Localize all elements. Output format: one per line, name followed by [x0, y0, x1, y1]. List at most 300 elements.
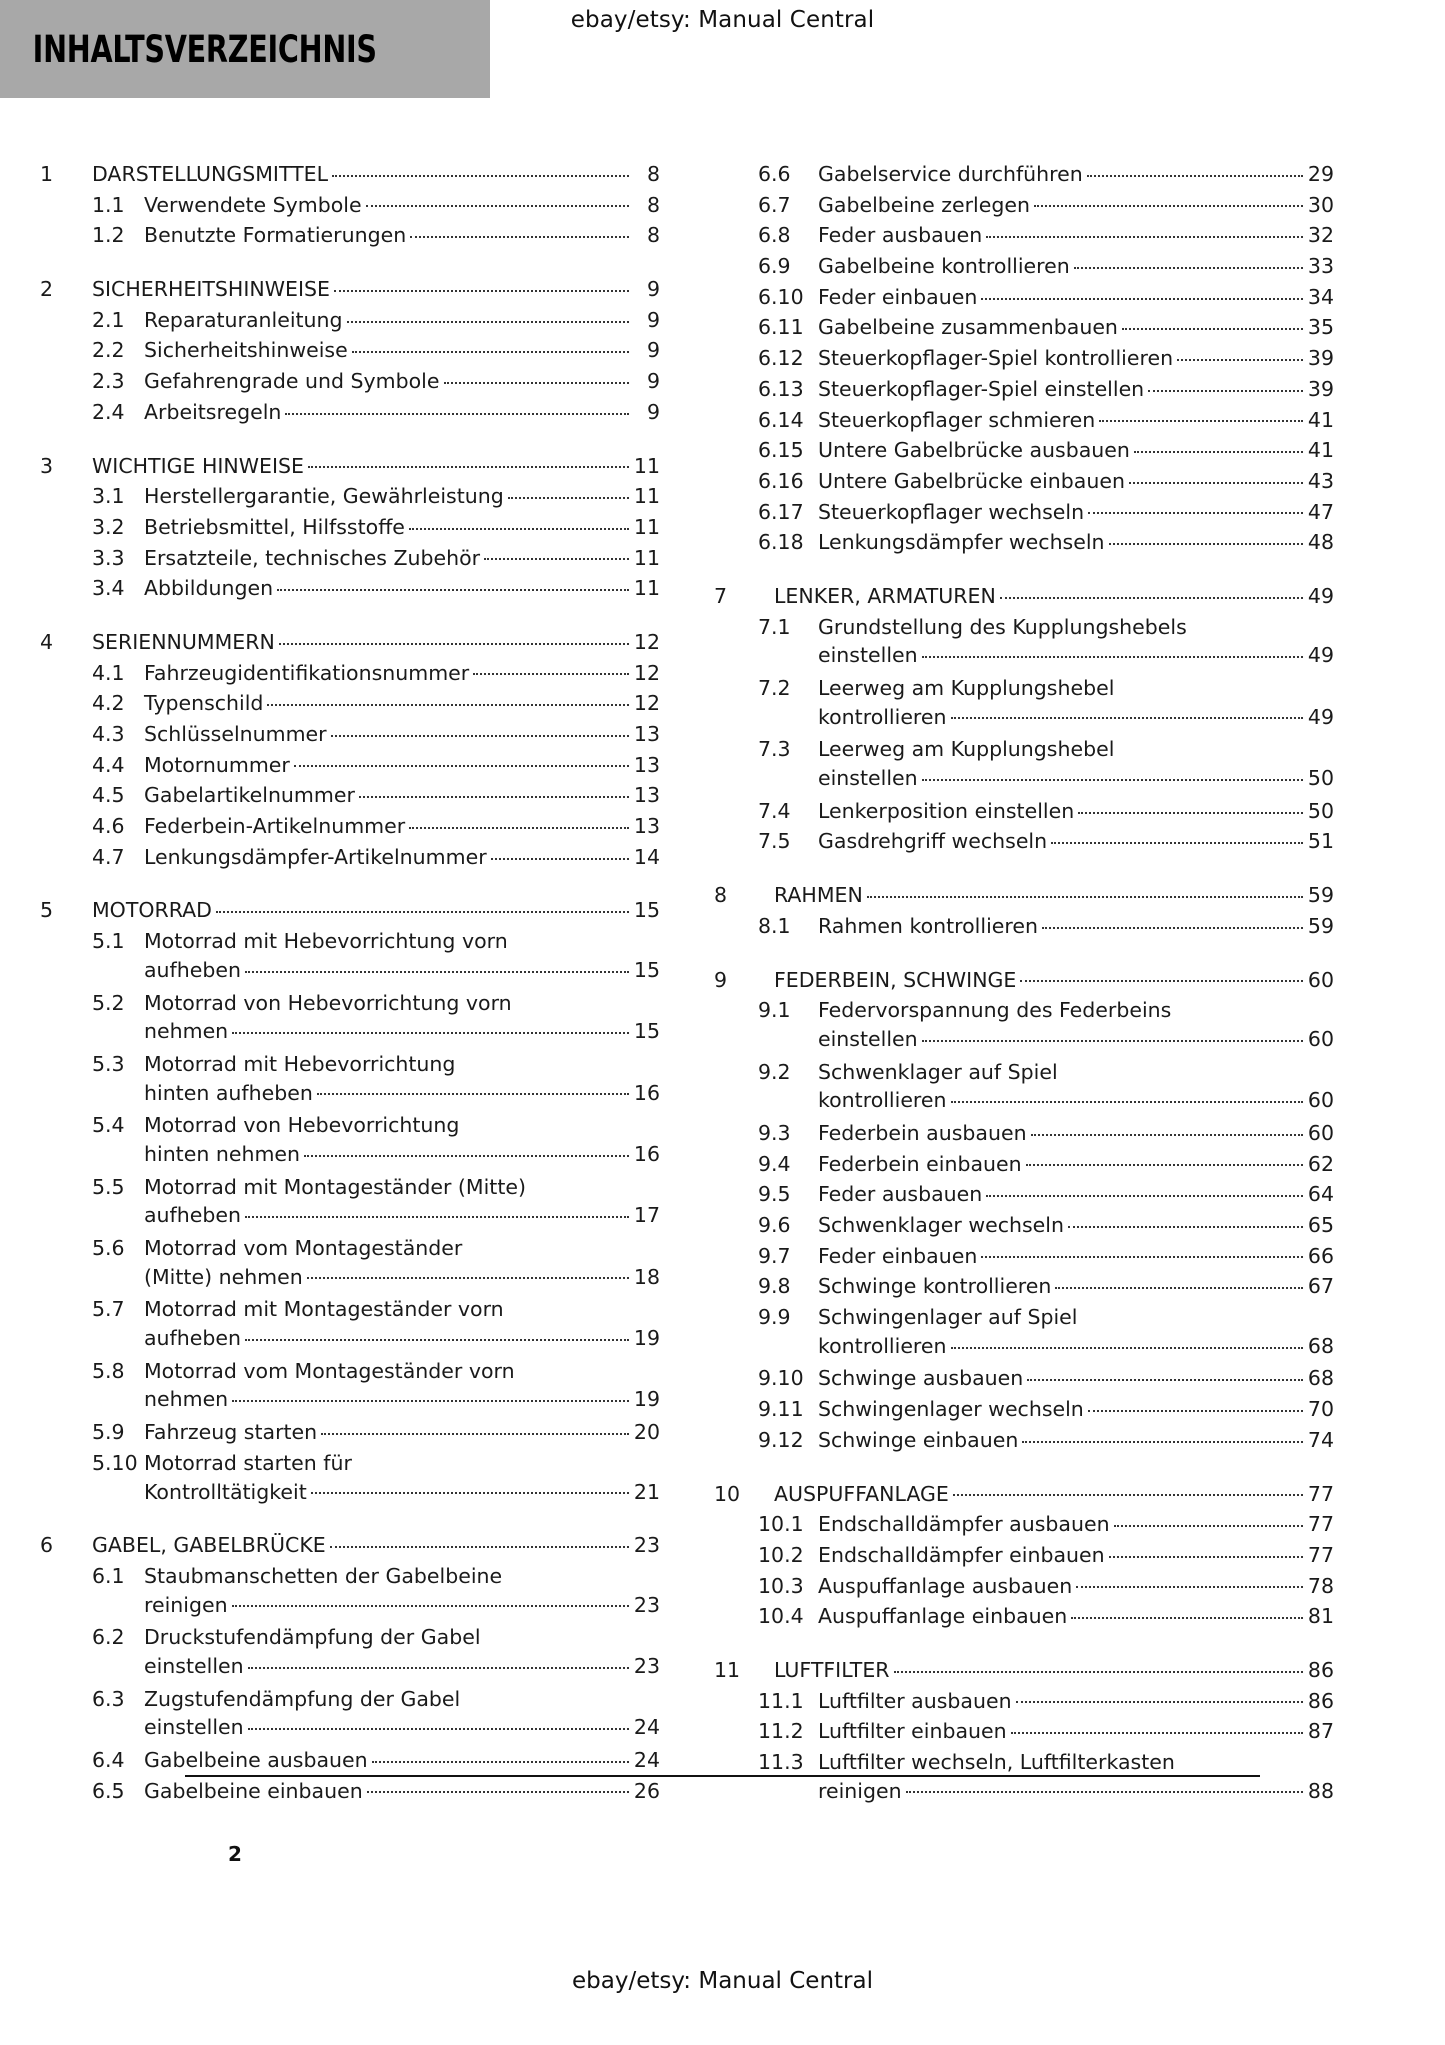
toc-entry[interactable] — [40, 751, 660, 780]
toc-entry-page: 77 — [1307, 1481, 1334, 1506]
toc-entry-number: 3.2 — [92, 514, 125, 539]
toc-entry-page: 23 — [633, 1592, 660, 1617]
toc-leader-dots — [347, 306, 629, 323]
toc-entry[interactable] — [714, 1572, 1334, 1601]
toc-leader-dots — [1068, 1211, 1303, 1228]
toc-leader-dots — [308, 452, 629, 469]
toc-entry[interactable] — [40, 689, 660, 718]
toc-entry-number: 1 — [40, 162, 54, 186]
toc-entry[interactable] — [714, 375, 1334, 404]
toc-entry-number: 6.14 — [758, 407, 804, 432]
toc-leader-dots — [321, 1418, 629, 1435]
toc-entry-number: 6.1 — [92, 1563, 125, 1588]
toc-entry[interactable] — [714, 735, 1334, 792]
toc-entry[interactable] — [40, 781, 660, 810]
toc-entry-body — [144, 1418, 660, 1447]
toc-entry-number: 5.2 — [92, 990, 125, 1015]
toc-entry-number: 4.3 — [92, 722, 125, 746]
toc-entry-page: 41 — [1307, 407, 1334, 432]
toc-entry-page: 8 — [646, 223, 660, 248]
toc-entry-number: 9.5 — [758, 1182, 791, 1207]
toc-entry-title: Untere Gabelbrücke ausbauen — [818, 438, 1130, 463]
toc-entry-page: 41 — [1307, 438, 1334, 463]
toc-entry[interactable] — [714, 283, 1334, 312]
toc-entry-title: Gasdrehgriff wechseln — [818, 829, 1048, 854]
toc-leader-dots — [951, 1332, 1303, 1349]
toc-entry-title: Gabelbeine ausbauen — [144, 1748, 368, 1772]
toc-entry[interactable] — [714, 1510, 1334, 1539]
toc-entry-title: FEDERBEIN, SCHWINGE — [774, 967, 1017, 992]
toc-entry[interactable] — [714, 1119, 1334, 1148]
toc-entry[interactable] — [714, 797, 1334, 826]
toc-entry-number: 10.2 — [758, 1542, 804, 1567]
toc-entry-body — [144, 544, 660, 573]
toc-entry[interactable] — [40, 1050, 660, 1107]
toc-entry-body — [818, 1180, 1334, 1209]
toc-entry-number: 6.10 — [758, 284, 804, 309]
toc-entry-title: Staubmanschetten der Gabelbeine — [144, 1563, 503, 1588]
toc-entry[interactable] — [714, 221, 1334, 250]
toc-entry-page: 15 — [633, 957, 660, 982]
toc-entry[interactable] — [40, 191, 660, 220]
toc-entry-title: Gabelbeine einbauen — [144, 1778, 363, 1803]
toc-entry-body — [818, 344, 1334, 373]
toc-entry-page: 86 — [1307, 1657, 1334, 1682]
toc-entry-page: 15 — [633, 1019, 660, 1044]
toc-entry[interactable] — [714, 1602, 1334, 1631]
toc-entry-title: SICHERHEITSHINWEISE — [92, 277, 330, 302]
toc-entry[interactable] — [40, 336, 660, 365]
toc-entry[interactable] — [40, 221, 660, 250]
toc-entry-page: 8 — [646, 162, 660, 186]
toc-leader-dots — [986, 1180, 1303, 1197]
toc-entry-body — [818, 1541, 1334, 1570]
toc-entry-page: 60 — [1307, 1088, 1334, 1113]
toc-leader-dots — [1109, 528, 1303, 545]
toc-entry-title: Feder ausbauen — [818, 223, 983, 248]
toc-entry-page: 68 — [1307, 1366, 1334, 1391]
toc-entry-page: 49 — [1307, 583, 1334, 608]
toc-entry-number: 11.1 — [758, 1688, 804, 1713]
toc-entry-title: Motorrad von Hebevorrichtung — [144, 1113, 460, 1138]
toc-column-left — [40, 160, 660, 1809]
toc-entry[interactable] — [714, 912, 1334, 941]
toc-entry-number: 9.6 — [758, 1213, 791, 1237]
toc-entry[interactable] — [40, 544, 660, 573]
toc-entry-page: 20 — [633, 1420, 660, 1445]
toc-entry[interactable] — [40, 927, 660, 984]
toc-entry-page: 74 — [1307, 1427, 1334, 1452]
toc-entry-title: Gabelartikelnummer — [144, 783, 355, 808]
toc-entry-title-continued: reinigen — [144, 1592, 228, 1617]
toc-entry-title-continued: kontrollieren — [818, 1088, 947, 1113]
toc-entry-page: 14 — [633, 844, 660, 869]
toc-leader-dots — [1122, 313, 1303, 330]
toc-leader-dots — [951, 1086, 1303, 1103]
toc-entry-title-continued: kontrollieren — [818, 704, 947, 729]
toc-entry-number: 11.3 — [758, 1750, 804, 1774]
toc-leader-dots — [1148, 375, 1303, 392]
toc-entry-title: Betriebsmittel, Hilfsstoffe — [144, 514, 405, 539]
toc-entry-body — [818, 1510, 1334, 1539]
toc-entry[interactable] — [40, 896, 660, 925]
toc-entry-title: Schwinge ausbauen — [818, 1366, 1024, 1391]
toc-entry[interactable] — [714, 1058, 1334, 1115]
toc-leader-dots — [1034, 191, 1303, 208]
toc-entry-title: Feder einbauen — [818, 284, 978, 309]
toc-entry[interactable] — [714, 827, 1334, 856]
toc-entry[interactable] — [40, 1623, 660, 1680]
toc-entry[interactable] — [714, 1364, 1334, 1393]
toc-entry-page: 17 — [633, 1203, 660, 1228]
toc-leader-dots — [267, 689, 628, 706]
toc-entry[interactable] — [714, 1395, 1334, 1424]
toc-entry-body — [818, 1211, 1334, 1240]
toc-entry-body — [818, 313, 1334, 342]
toc-entry-number: 2 — [40, 277, 54, 302]
toc-entry-page: 29 — [1307, 162, 1334, 186]
toc-entry[interactable] — [714, 313, 1334, 342]
toc-entry[interactable] — [40, 659, 660, 688]
chapter-title-label: INHALTSVERZEICHNIS — [32, 27, 377, 71]
toc-entry-title: Motorrad mit Montageständer (Mitte) — [144, 1174, 526, 1199]
toc-leader-dots — [1000, 582, 1303, 599]
toc-leader-dots — [1088, 498, 1303, 515]
toc-entry-page: 11 — [633, 545, 660, 570]
toc-entry-page: 13 — [633, 783, 660, 808]
toc-entry[interactable] — [714, 966, 1334, 995]
toc-entry[interactable] — [714, 1480, 1334, 1509]
toc-entry[interactable] — [714, 1426, 1334, 1455]
toc-entry-body — [92, 275, 660, 304]
toc-entry[interactable] — [40, 452, 660, 481]
toc-entry-title: Lenkungsdämpfer-Artikelnummer — [144, 844, 487, 869]
toc-entry-title: Steuerkopflager-Spiel einstellen — [818, 376, 1145, 401]
toc-entry-title-continued: reinigen — [818, 1778, 902, 1803]
toc-entry-body — [144, 1623, 660, 1680]
toc-entry-number: 5.3 — [92, 1051, 125, 1076]
toc-entry-page: 30 — [1307, 192, 1334, 217]
toc-entry-page: 9 — [646, 399, 660, 424]
toc-entry-body — [144, 336, 660, 365]
toc-entry-body — [818, 160, 1334, 189]
toc-entry-page: 19 — [633, 1326, 660, 1351]
toc-entry-body — [818, 1364, 1334, 1393]
toc-entry[interactable] — [40, 812, 660, 841]
toc-entry-number: 11.2 — [758, 1719, 804, 1744]
toc-entry-number: 6.5 — [92, 1778, 125, 1803]
toc-entry-number: 4.2 — [92, 691, 125, 716]
toc-entry-page: 11 — [633, 453, 660, 478]
toc-entry-body — [144, 1685, 660, 1742]
toc-entry-title: SERIENNUMMERN — [92, 629, 275, 654]
toc-entry[interactable] — [40, 1562, 660, 1619]
toc-entry-title: Schwinge einbauen — [818, 1427, 1019, 1452]
toc-entry[interactable] — [714, 467, 1334, 496]
toc-entry-number: 2.4 — [92, 399, 125, 424]
toc-entry-page: 86 — [1307, 1688, 1334, 1713]
toc-leader-dots — [1129, 467, 1303, 484]
toc-entry[interactable] — [40, 482, 660, 511]
toc-entry-body — [818, 1303, 1334, 1360]
toc-entry-number: 9.8 — [758, 1274, 791, 1299]
toc-entry-title: Gabelbeine zusammenbauen — [818, 315, 1118, 340]
toc-leader-dots — [1020, 966, 1303, 983]
toc-entry-title: Auspuffanlage einbauen — [818, 1604, 1068, 1629]
toc-entry-title: Motorrad mit Montageständer vorn — [144, 1297, 504, 1322]
toc-entry-page: 47 — [1307, 499, 1334, 524]
toc-entry-number: 4 — [40, 629, 54, 654]
toc-entry[interactable] — [40, 1746, 660, 1775]
toc-entry[interactable] — [714, 674, 1334, 731]
toc-entry-number: 5.6 — [92, 1236, 125, 1260]
toc-entry[interactable] — [714, 252, 1334, 281]
toc-entry-number: 4.1 — [92, 660, 125, 685]
toc-leader-dots — [352, 336, 629, 353]
toc-entry-number: 5.8 — [92, 1358, 125, 1383]
toc-entry-title: Reparaturanleitung — [144, 307, 343, 332]
toc-entry-number: 6.8 — [758, 223, 791, 248]
toc-entry-number: 6.7 — [758, 192, 791, 217]
toc-entry[interactable] — [714, 1717, 1334, 1746]
toc-entry[interactable] — [40, 574, 660, 603]
toc-entry[interactable] — [714, 582, 1334, 611]
toc-leader-dots — [1074, 252, 1303, 269]
toc-leader-dots — [951, 703, 1303, 720]
toc-entry[interactable] — [714, 1150, 1334, 1179]
toc-entry-number: 6.9 — [758, 254, 791, 279]
toc-entry-title: Abbildungen — [144, 576, 274, 601]
toc-entry[interactable] — [40, 1295, 660, 1352]
toc-entry-page: 19 — [633, 1387, 660, 1412]
toc-entry-number: 4.4 — [92, 752, 125, 777]
toc-entry-body — [818, 1572, 1334, 1601]
toc-entry[interactable] — [714, 1211, 1334, 1240]
toc-entry-title: Steuerkopflager wechseln — [818, 499, 1085, 524]
toc-entry-title: Leerweg am Kupplungshebel — [818, 737, 1115, 762]
toc-leader-dots — [330, 1531, 629, 1548]
toc-entry[interactable] — [40, 1111, 660, 1168]
toc-entry-number: 5.10 — [92, 1450, 138, 1475]
toc-entry-body — [818, 252, 1334, 281]
toc-entry-page: 26 — [633, 1778, 660, 1803]
toc-leader-dots — [248, 1652, 629, 1669]
toc-entry-title: Luftfilter einbauen — [818, 1719, 1007, 1744]
toc-entry-number: 6.2 — [92, 1625, 125, 1650]
toc-leader-dots — [953, 1480, 1303, 1497]
toc-entry-number: 9.4 — [758, 1151, 791, 1176]
toc-entry-page: 50 — [1307, 798, 1334, 823]
toc-entry-title: Federbein ausbauen — [818, 1120, 1027, 1145]
toc-entry-body — [92, 452, 660, 481]
toc-entry-body — [144, 1111, 660, 1168]
toc-leader-dots — [409, 513, 629, 530]
toc-entry-body — [774, 1656, 1334, 1685]
toc-leader-dots — [1087, 160, 1303, 177]
toc-entry-body — [818, 436, 1334, 465]
toc-entry-title: Leerweg am Kupplungshebel — [818, 676, 1115, 700]
toc-entry-body — [144, 1449, 660, 1506]
toc-entry[interactable] — [40, 160, 660, 189]
toc-entry[interactable] — [714, 1272, 1334, 1301]
toc-entry-title-continued: hinten nehmen — [144, 1141, 301, 1166]
toc-entry-body — [144, 1295, 660, 1352]
toc-entry-body — [144, 781, 660, 810]
toc-entry-number: 3 — [40, 453, 54, 478]
toc-entry-title: Arbeitsregeln — [144, 399, 282, 424]
toc-entry-title: Gefahrengrade und Symbole — [144, 369, 440, 394]
toc-entry-page: 12 — [633, 660, 660, 685]
toc-leader-dots — [367, 1777, 629, 1794]
toc-entry-number: 6.3 — [92, 1686, 125, 1711]
toc-entry-title: Schwinge kontrollieren — [818, 1274, 1052, 1299]
toc-entry[interactable] — [40, 843, 660, 872]
toc-entry-page: 60 — [1307, 1026, 1334, 1051]
toc-entry-page: 13 — [633, 752, 660, 777]
toc-entry-page: 8 — [646, 192, 660, 217]
toc-entry[interactable] — [714, 191, 1334, 220]
toc-entry-page: 50 — [1307, 766, 1334, 791]
toc-entry-title-continued: einstellen — [818, 1026, 918, 1051]
toc-entry-title: Endschalldämpfer einbauen — [818, 1542, 1105, 1567]
toc-entry[interactable] — [40, 275, 660, 304]
toc-entry[interactable] — [40, 1234, 660, 1291]
toc-entry[interactable] — [714, 1541, 1334, 1570]
toc-entry[interactable] — [40, 1418, 660, 1447]
toc-entry[interactable] — [714, 613, 1334, 670]
toc-entry-title-continued: Kontrolltätigkeit — [144, 1479, 307, 1504]
toc-entry[interactable] — [714, 406, 1334, 435]
toc-entry-body — [818, 1426, 1334, 1455]
toc-entry[interactable] — [714, 996, 1334, 1053]
toc-entry-title: Fahrzeugidentifikationsnummer — [144, 660, 470, 685]
toc-leader-dots — [409, 812, 629, 829]
toc-entry[interactable] — [40, 1685, 660, 1742]
toc-entry[interactable] — [714, 498, 1334, 527]
toc-leader-dots — [1055, 1272, 1303, 1289]
toc-entry-body — [144, 812, 660, 841]
toc-entry-title: Verwendete Symbole — [144, 192, 362, 217]
toc-entry-number: 5.4 — [92, 1113, 125, 1138]
toc-entry[interactable] — [40, 1777, 660, 1806]
toc-entry[interactable] — [40, 989, 660, 1046]
toc-entry-body — [818, 1272, 1334, 1301]
toc-leader-dots — [277, 574, 629, 591]
toc-entry[interactable] — [714, 1656, 1334, 1685]
toc-leader-dots — [304, 1140, 629, 1157]
toc-entry-title: Gabelbeine kontrollieren — [818, 254, 1070, 279]
toc-entry[interactable] — [40, 1173, 660, 1230]
toc-leader-dots — [1016, 1687, 1303, 1704]
toc-entry-number: 10.1 — [758, 1512, 804, 1537]
toc-entry-number: 6.18 — [758, 530, 804, 555]
toc-entry-body — [144, 689, 660, 718]
toc-entry[interactable] — [40, 720, 660, 749]
toc-entry-title: Sicherheitshinweise — [144, 338, 348, 363]
toc-leader-dots — [1088, 1395, 1303, 1412]
toc-entry[interactable] — [714, 344, 1334, 373]
toc-leader-dots — [508, 482, 629, 499]
toc-entry[interactable] — [714, 160, 1334, 189]
toc-entry-title-continued: (Mitte) nehmen — [144, 1264, 303, 1289]
toc-entry[interactable] — [40, 513, 660, 542]
toc-entry-number: 9 — [714, 967, 728, 992]
toc-entry[interactable] — [714, 1180, 1334, 1209]
toc-leader-dots — [1076, 1572, 1303, 1589]
toc-entry-body — [818, 498, 1334, 527]
toc-entry-body — [818, 827, 1334, 856]
page-number: 2 — [228, 1842, 242, 1866]
toc-entry-page: 9 — [646, 338, 660, 363]
toc-entry[interactable] — [40, 628, 660, 657]
toc-leader-dots — [245, 956, 629, 973]
toc-entry-page: 51 — [1307, 829, 1334, 854]
toc-entry-page: 66 — [1307, 1243, 1334, 1268]
toc-entry-page: 59 — [1307, 913, 1334, 938]
toc-entry[interactable] — [714, 1687, 1334, 1716]
toc-entry-page: 81 — [1307, 1604, 1334, 1629]
toc-entry[interactable] — [40, 398, 660, 427]
toc-entry-page: 60 — [1307, 1120, 1334, 1145]
toc-entry-number: 10.3 — [758, 1573, 804, 1598]
toc-entry-body — [92, 628, 660, 657]
toc-leader-dots — [410, 221, 629, 238]
toc-entry[interactable] — [714, 1242, 1334, 1271]
toc-entry-body — [92, 160, 660, 189]
toc-entry-number: 9.2 — [758, 1059, 791, 1084]
toc-entry-title: Untere Gabelbrücke einbauen — [818, 468, 1125, 493]
page-header — [0, 0, 1445, 105]
toc-leader-dots — [307, 1263, 629, 1280]
toc-entry-number: 6.12 — [758, 346, 804, 371]
toc-entry[interactable] — [40, 1449, 660, 1506]
toc-leader-dots — [245, 1324, 629, 1341]
toc-entry-number: 5.7 — [92, 1297, 125, 1322]
toc-leader-dots — [1022, 1426, 1303, 1443]
toc-entry-title: Lenkungsdämpfer wechseln — [818, 530, 1105, 555]
toc-entry-body — [144, 191, 660, 220]
toc-entry-number: 6.16 — [758, 468, 804, 493]
toc-entry-body — [144, 1777, 660, 1806]
toc-entry[interactable] — [40, 1531, 660, 1560]
toc-entry-page: 39 — [1307, 376, 1334, 401]
toc-entry-page: 9 — [646, 277, 660, 302]
toc-leader-dots — [1026, 1150, 1303, 1167]
toc-entry-body — [818, 613, 1334, 670]
toc-entry-number: 3.1 — [92, 484, 125, 509]
toc-entry[interactable] — [714, 436, 1334, 465]
toc-leader-dots — [331, 720, 629, 737]
toc-leader-dots — [317, 1079, 629, 1096]
toc-entry-title: MOTORRAD — [92, 898, 212, 923]
toc-entry[interactable] — [714, 528, 1334, 557]
toc-entry-title: Steuerkopflager-Spiel kontrollieren — [818, 346, 1174, 371]
toc-entry-body — [818, 1602, 1334, 1631]
toc-entry[interactable] — [40, 306, 660, 335]
toc-leader-dots — [1042, 912, 1303, 929]
toc-entry[interactable] — [714, 1303, 1334, 1360]
toc-entry[interactable] — [40, 367, 660, 396]
toc-entry-title: Fahrzeug starten — [144, 1420, 318, 1445]
toc-entry[interactable] — [714, 881, 1334, 910]
toc-entry[interactable] — [40, 1357, 660, 1414]
toc-entry-body — [144, 513, 660, 542]
toc-leader-dots — [981, 1242, 1303, 1259]
toc-entry-number: 4.5 — [92, 783, 125, 808]
toc-entry-title: AUSPUFFANLAGE — [774, 1481, 949, 1506]
toc-entry-number: 11 — [714, 1657, 741, 1682]
toc-entry-body — [92, 1531, 660, 1560]
